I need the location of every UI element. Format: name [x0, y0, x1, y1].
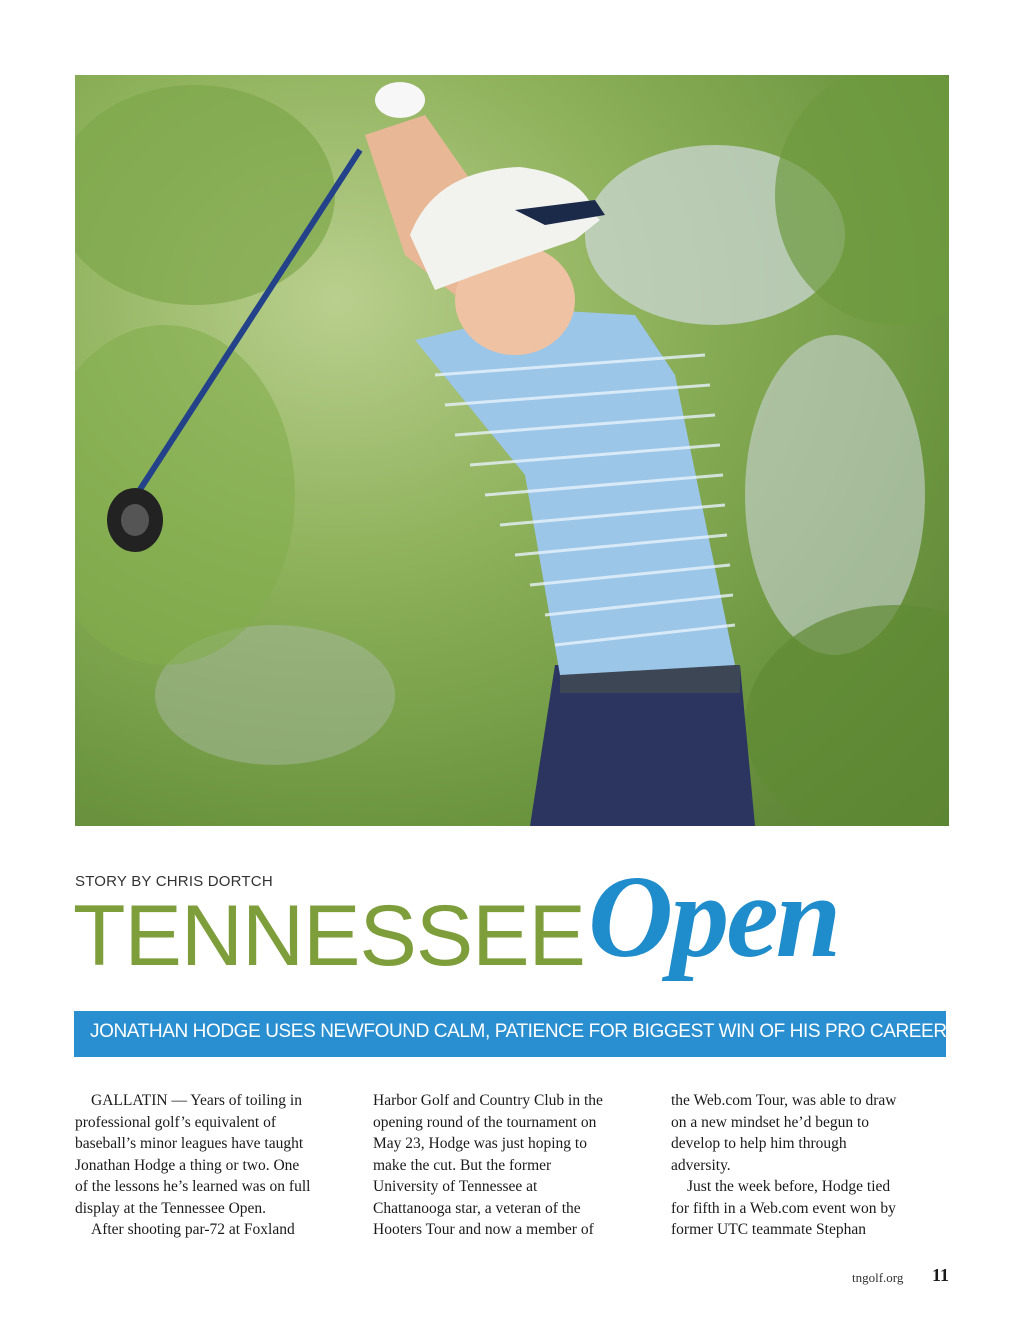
- article-line: Harbor Golf and Country Club in the: [373, 1092, 603, 1109]
- article-line: make the cut. But the former: [373, 1156, 552, 1174]
- article-line: Just the week before, Hodge tied: [687, 1178, 891, 1195]
- article-line: Hooters Tour and now a member of: [373, 1221, 594, 1238]
- subtitle-banner: [74, 1011, 946, 1057]
- article-line: adversity.: [671, 1156, 731, 1174]
- page-number: 11: [932, 1265, 950, 1285]
- article-line: GALLATIN — Years of toiling in: [91, 1092, 302, 1109]
- article-line: on a new mindset he’d begun to: [671, 1113, 870, 1131]
- article-line: After shooting par-72 at Foxland: [91, 1221, 295, 1238]
- article-line: develop to help him through: [671, 1135, 847, 1152]
- article-line: display at the Tennessee Open.: [75, 1199, 267, 1217]
- article-line: Jonathan Hodge a thing or two. One: [75, 1156, 300, 1174]
- article-column-1: [75, 1090, 355, 1241]
- byline: STORY BY CHRIS DORTCH: [75, 873, 273, 890]
- article-line: Chattanooga star, a veteran of the: [373, 1199, 581, 1217]
- article-column-3: [671, 1090, 951, 1241]
- article-line: opening round of the tournament on: [373, 1113, 597, 1131]
- hero-photo: [75, 75, 949, 826]
- article-line: of the lessons he’s learned was on full: [75, 1178, 311, 1195]
- golfer-swinging-driver-icon: [75, 75, 949, 826]
- subtitle-text: JONATHAN HODGE USES NEWFOUND CALM, PATIENCE FOR BIGGEST WIN OF HIS PRO CAREER: [90, 1021, 947, 1042]
- article-column-2: [373, 1090, 653, 1241]
- article-line: professional golf’s equivalent of: [75, 1113, 277, 1131]
- footer-url: tngolf.org: [852, 1270, 904, 1285]
- headline-open: Open: [588, 851, 839, 982]
- article-line: former UTC teammate Stephan: [671, 1221, 866, 1238]
- article-line: the Web.com Tour, was able to draw: [671, 1092, 897, 1109]
- article-line: May 23, Hodge was just hoping to: [373, 1135, 587, 1152]
- article-line: for fifth in a Web.com event won by: [671, 1199, 896, 1217]
- article-line: baseball’s minor leagues have taught: [75, 1135, 304, 1152]
- article-line: University of Tennessee at: [373, 1178, 538, 1195]
- headline-tennessee: TENNESSEE: [73, 888, 585, 984]
